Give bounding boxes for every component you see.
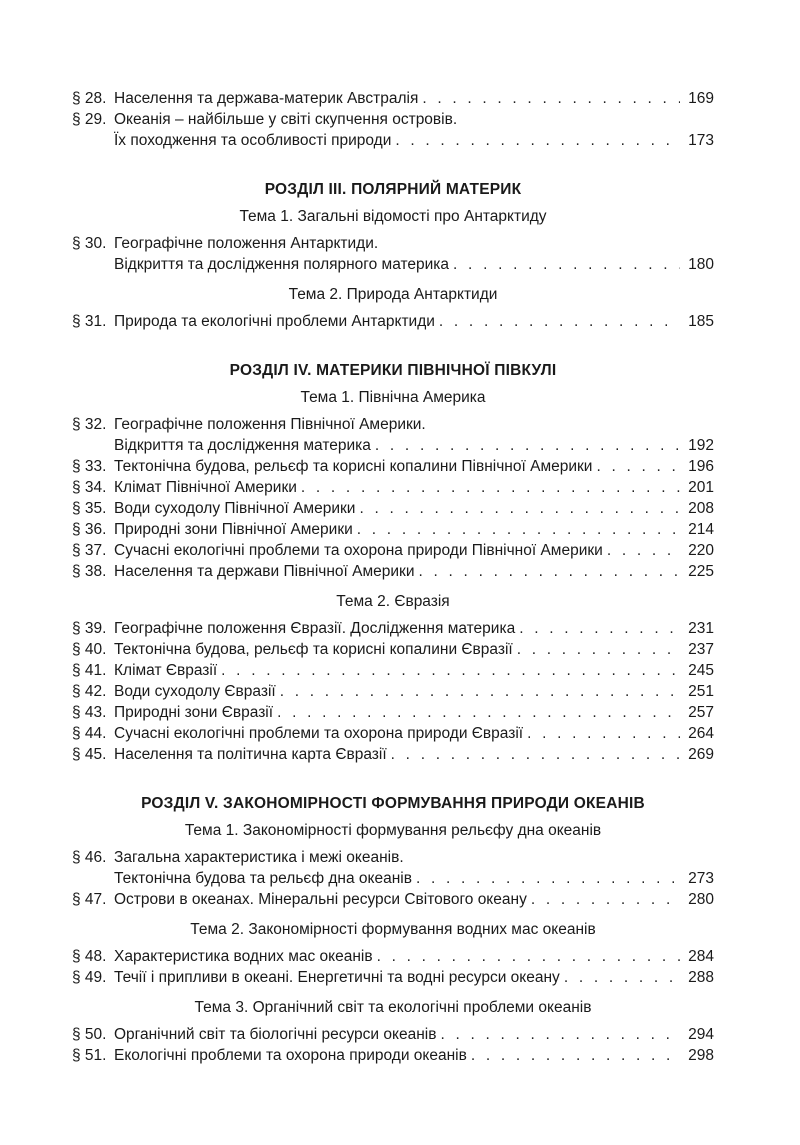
dot-leader (596, 456, 680, 477)
entry-title-line: Океанія – найбільше у світі скупчення островів. (114, 111, 458, 128)
section-heading: РОЗДІЛ V. ЗАКОНОМІРНОСТІ ФОРМУВАННЯ ПРИРОДИ ОКЕАНІВ (141, 795, 645, 812)
toc-entry[interactable] (72, 660, 714, 681)
paragraph-number: § 44. (72, 725, 107, 742)
entry-body (114, 561, 714, 582)
entry-body (114, 498, 714, 519)
entry-final-line (114, 660, 714, 681)
entry-body (114, 967, 714, 988)
entry-title: Сучасні екологічні проблеми та охорона природи Північної Америки (114, 542, 603, 559)
dot-leader (395, 130, 680, 151)
toc-entry[interactable] (72, 618, 714, 639)
toc-entry[interactable] (72, 233, 714, 275)
dot-leader (377, 946, 680, 967)
toc-entry[interactable] (72, 946, 714, 967)
paragraph-number: § 42. (72, 683, 107, 700)
entry-body (114, 618, 714, 639)
entry-body (114, 109, 714, 151)
toc-entry[interactable] (72, 477, 714, 498)
page-number: 251 (688, 683, 714, 700)
page-number: 288 (688, 969, 714, 986)
page-number: 294 (688, 1026, 714, 1043)
toc-entry[interactable] (72, 414, 714, 456)
page-number: 180 (688, 256, 714, 273)
section-heading: РОЗДІЛ III. ПОЛЯРНИЙ МАТЕРИК (264, 181, 522, 198)
entry-body (114, 744, 714, 765)
paragraph-number: § 39. (72, 620, 107, 637)
table-of-contents (72, 88, 714, 1066)
entry-final-line (114, 456, 714, 477)
page-number: 169 (688, 90, 714, 107)
entry-final-line (114, 946, 714, 967)
entry-final-line (114, 254, 714, 275)
entry-title: Сучасні екологічні проблеми та охорона природи Євразії (114, 725, 524, 742)
dot-leader (416, 868, 680, 889)
page-number: 298 (688, 1047, 714, 1064)
topic-heading: Тема 2. Закономірності формування водних мас океанів (190, 921, 596, 938)
dot-leader (391, 744, 680, 765)
toc-entry[interactable] (72, 561, 714, 582)
entry-body (114, 540, 714, 561)
entry-final-line (114, 498, 714, 519)
entry-body (114, 889, 714, 910)
dot-leader (277, 702, 680, 723)
entry-title: Клімат Євразії (114, 662, 218, 679)
entry-title-line: Географічне положення Антарктиди. (114, 235, 379, 252)
entry-title: Відкриття та дослідження материка (114, 437, 371, 454)
entry-title: Населення та держави Північної Америки (114, 563, 415, 580)
entry-final-line (114, 540, 714, 561)
entry-final-line (114, 681, 714, 702)
page-number: 280 (688, 891, 714, 908)
entry-body (114, 702, 714, 723)
paragraph-number: § 36. (72, 521, 107, 538)
page-number: 273 (688, 870, 714, 887)
entry-title: Тектонічна будова, рельєф та корисні копалини Євразії (114, 641, 513, 658)
page-number: 192 (688, 437, 714, 454)
toc-entry[interactable] (72, 681, 714, 702)
entry-title: Води суходолу Північної Америки (114, 500, 356, 517)
toc-entry[interactable] (72, 109, 714, 151)
topic-heading: Тема 2. Природа Антарктиди (288, 286, 498, 303)
toc-entry[interactable] (72, 498, 714, 519)
paragraph-number: § 28. (72, 90, 107, 107)
page-number: 237 (688, 641, 714, 658)
entry-final-line (114, 868, 714, 889)
page-number: 208 (688, 500, 714, 517)
entry-title: Природа та екологічні проблеми Антарктиди (114, 313, 435, 330)
paragraph-number: § 47. (72, 891, 107, 908)
entry-title: Населення та політична карта Євразії (114, 746, 387, 763)
entry-final-line (114, 744, 714, 765)
entry-body (114, 1045, 714, 1066)
paragraph-number: § 50. (72, 1026, 107, 1043)
paragraph-number: § 49. (72, 969, 107, 986)
dot-leader (439, 311, 680, 332)
entry-final-line (114, 639, 714, 660)
toc-entry[interactable] (72, 847, 714, 889)
paragraph-number: § 46. (72, 849, 107, 866)
page-number: 196 (688, 458, 714, 475)
paragraph-number: § 41. (72, 662, 107, 679)
paragraph-number: § 34. (72, 479, 107, 496)
entry-final-line (114, 618, 714, 639)
topic-heading: Тема 1. Загальні відомості про Антарктиду (239, 208, 547, 225)
dot-leader (527, 723, 680, 744)
entry-body (114, 456, 714, 477)
entry-body (114, 946, 714, 967)
toc-entry[interactable] (72, 744, 714, 765)
paragraph-number: § 51. (72, 1047, 107, 1064)
topic-heading: Тема 3. Органічний світ та екологічні проблеми океанів (194, 999, 592, 1016)
entry-title: Острови в океанах. Мінеральні ресурси Світового океану (114, 891, 527, 908)
entry-body (114, 519, 714, 540)
entry-title: Географічне положення Євразії. Дослідження материка (114, 620, 516, 637)
entry-final-line (114, 477, 714, 498)
paragraph-number: § 45. (72, 746, 107, 763)
entry-title-line: Географічне положення Північної Америки. (114, 416, 426, 433)
dot-leader (280, 681, 680, 702)
page-number: 231 (688, 620, 714, 637)
toc-entry[interactable] (72, 540, 714, 561)
dot-leader (453, 254, 680, 275)
page-number: 201 (688, 479, 714, 496)
paragraph-number: § 32. (72, 416, 107, 433)
toc-entry[interactable] (72, 456, 714, 477)
page-number: 225 (688, 563, 714, 580)
dot-leader (359, 498, 680, 519)
dot-leader (422, 88, 680, 109)
entry-final-line (114, 1024, 714, 1045)
paragraph-number: § 40. (72, 641, 107, 658)
entry-title-line: Загальна характеристика і межі океанів. (114, 849, 404, 866)
entry-title: Течії і припливи в океані. Енергетичні та водні ресурси океану (114, 969, 560, 986)
entry-final-line (114, 1045, 714, 1066)
toc-entry[interactable] (72, 723, 714, 744)
toc-entry[interactable] (72, 88, 714, 109)
paragraph-number: § 31. (72, 313, 107, 330)
paragraph-number: § 43. (72, 704, 107, 721)
paragraph-number: § 37. (72, 542, 107, 559)
paragraph-number: § 30. (72, 235, 107, 252)
entry-final-line (114, 702, 714, 723)
dot-leader (301, 477, 680, 498)
entry-final-line (114, 435, 714, 456)
entry-final-line (114, 88, 714, 109)
entry-final-line (114, 519, 714, 540)
entry-final-line (114, 561, 714, 582)
entry-final-line (114, 130, 714, 151)
paragraph-number: § 33. (72, 458, 107, 475)
entry-title: Відкриття та дослідження полярного материка (114, 256, 450, 273)
dot-leader (519, 618, 680, 639)
page-number: 214 (688, 521, 714, 538)
toc-entry[interactable] (72, 1045, 714, 1066)
page-number: 257 (688, 704, 714, 721)
dot-leader (471, 1045, 680, 1066)
entry-title: Їх походження та особливості природи (114, 132, 392, 149)
section-heading: РОЗДІЛ IV. МАТЕРИКИ ПІВНІЧНОЇ ПІВКУЛІ (229, 362, 557, 379)
page-number: 269 (688, 746, 714, 763)
topic-heading: Тема 2. Євразія (336, 593, 450, 610)
dot-leader (357, 519, 680, 540)
dot-leader (440, 1024, 680, 1045)
toc-entry[interactable] (72, 889, 714, 910)
topic-heading: Тема 1. Північна Америка (300, 389, 486, 406)
entry-title: Тектонічна будова, рельєф та корисні копалини Північної Америки (114, 458, 593, 475)
entry-body (114, 1024, 714, 1045)
entry-title: Екологічні проблеми та охорона природи океанів (114, 1047, 467, 1064)
dot-leader (221, 660, 680, 681)
dot-leader (517, 639, 680, 660)
page-number: 264 (688, 725, 714, 742)
entry-title: Тектонічна будова та рельєф дна океанів (114, 870, 412, 887)
topic-heading: Тема 1. Закономірності формування рельєфу дна океанів (184, 822, 602, 839)
entry-body (114, 660, 714, 681)
paragraph-number: § 48. (72, 948, 107, 965)
dot-leader (564, 967, 680, 988)
page-number: 245 (688, 662, 714, 679)
entry-body (114, 88, 714, 109)
entry-title: Населення та держава-материк Австралія (114, 90, 419, 107)
page-number: 185 (688, 313, 714, 330)
paragraph-number: § 35. (72, 500, 107, 517)
dot-leader (531, 889, 680, 910)
toc-entry[interactable] (72, 639, 714, 660)
entry-body (114, 414, 714, 456)
page-number: 173 (688, 132, 714, 149)
entry-title: Органічний світ та біологічні ресурси океанів (114, 1026, 437, 1043)
entry-final-line (114, 889, 714, 910)
entry-title: Природні зони Північної Америки (114, 521, 353, 538)
entry-body (114, 723, 714, 744)
toc-entry[interactable] (72, 967, 714, 988)
page-number: 284 (688, 948, 714, 965)
toc-entry[interactable] (72, 702, 714, 723)
paragraph-number: § 38. (72, 563, 107, 580)
entry-final-line (114, 967, 714, 988)
entry-title: Клімат Північної Америки (114, 479, 297, 496)
entry-body (114, 639, 714, 660)
entry-final-line (114, 723, 714, 744)
entry-title: Води суходолу Євразії (114, 683, 276, 700)
toc-entry[interactable] (72, 519, 714, 540)
entry-body (114, 233, 714, 275)
entry-body (114, 847, 714, 889)
entry-title: Природні зони Євразії (114, 704, 274, 721)
paragraph-number: § 29. (72, 111, 107, 128)
entry-final-line (114, 311, 714, 332)
dot-leader (607, 540, 680, 561)
toc-entry[interactable] (72, 1024, 714, 1045)
toc-entry[interactable] (72, 311, 714, 332)
entry-body (114, 311, 714, 332)
entry-title: Характеристика водних мас океанів (114, 948, 373, 965)
page-number: 220 (688, 542, 714, 559)
entry-body (114, 477, 714, 498)
dot-leader (419, 561, 680, 582)
dot-leader (375, 435, 680, 456)
entry-body (114, 681, 714, 702)
